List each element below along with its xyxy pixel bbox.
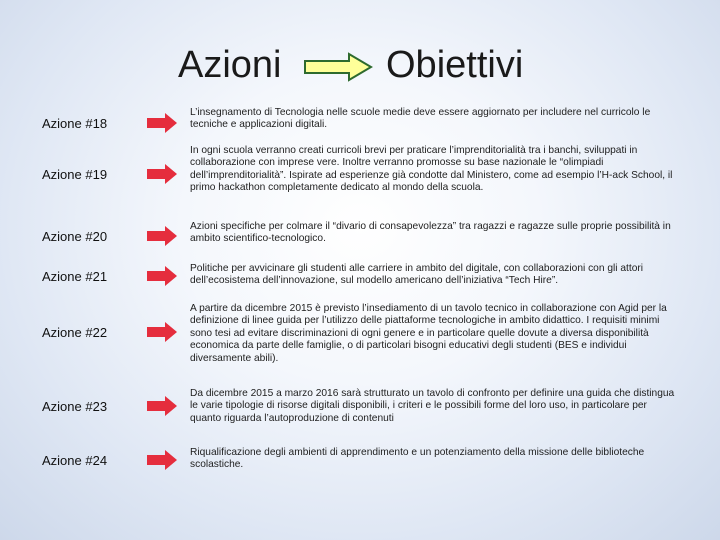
action-row-23 [0, 386, 720, 430]
header-azioni: Azioni [178, 44, 282, 86]
action-row-22 [0, 301, 720, 375]
action-label: Azione #20 [42, 229, 108, 244]
slide-header [0, 44, 720, 94]
header-obiettivi: Obiettivi [386, 44, 524, 86]
action-row-24 [0, 445, 720, 479]
red-arrow-icon [147, 322, 177, 342]
red-arrow-icon [147, 396, 177, 416]
action-description: Da dicembre 2015 a marzo 2016 sarà strutturato un tavolo di confronto per definire una guida che distingua le varie tipologie di risorse digitali disponibili, i criteri e le possibili forme del loro uso, in particolare per quanto riguarda l’autoproduzione di contenuti [190, 388, 675, 424]
red-arrow-icon [147, 226, 177, 246]
action-row-21 [0, 259, 720, 295]
red-arrow-icon [147, 113, 177, 133]
red-arrow-icon [147, 450, 177, 470]
action-description: L’insegnamento di Tecnologia nelle scuole medie deve essere aggiornato per includere nel curricolo le tecniche e applicazioni digitali. [190, 107, 651, 131]
action-label: Azione #23 [42, 399, 108, 414]
action-row-18 [0, 104, 720, 144]
action-description: In ogni scuola verranno creati curricoli brevi per praticare l’imprenditorialità tra i banchi, sviluppati in collaborazione con imprese vere. Inoltre verranno promosse su base nazionale le “olimpiadi dell’imprenditorialità”. Ispirate ad esperienze già condotte dal Ministero, come ad esempio l’H-ack School, il primo hackathon completamente dedicato al mondo della scuola. [190, 145, 673, 194]
action-label: Azione #22 [42, 325, 108, 340]
red-arrow-icon [147, 266, 177, 286]
action-description: A partire da dicembre 2015 è previsto l’insediamento di un tavolo tecnico in collaborazione con Agid per la definizione di linee guida per l’utilizzo delle piattaforme tecnologiche in ambito didattico. I requisiti minimi sono tesi ad evitare discriminazioni di ogni genere e in particolare quelle dovute a diversa disponibilità economica da parte delle famiglie, o di particolari bisogni educativi degli studenti (BES e individui diversamente abili). [190, 303, 667, 364]
action-row-19 [0, 145, 720, 207]
action-description: Azioni specifiche per colmare il “divario di consapevolezza” tra ragazzi e ragazze sulle proprie possibilità in ambito scientifico-tecnologico. [190, 221, 671, 245]
action-description: Politiche per avvicinare gli studenti alle carriere in ambito del digitale, con collaborazioni con gli attori dell’ecosistema dell’innovazione, sul modello americano dell’iniziativa “Tech Hire”. [190, 263, 644, 287]
action-label: Azione #19 [42, 167, 108, 182]
action-label: Azione #18 [42, 116, 108, 131]
action-label: Azione #24 [42, 453, 108, 468]
action-label: Azione #21 [42, 269, 108, 284]
header-arrow-icon [303, 52, 373, 82]
action-description: Riqualificazione degli ambienti di apprendimento e un potenziamento della missione delle biblioteche scolastiche. [190, 447, 645, 471]
action-row-20 [0, 218, 720, 254]
red-arrow-icon [147, 164, 177, 184]
